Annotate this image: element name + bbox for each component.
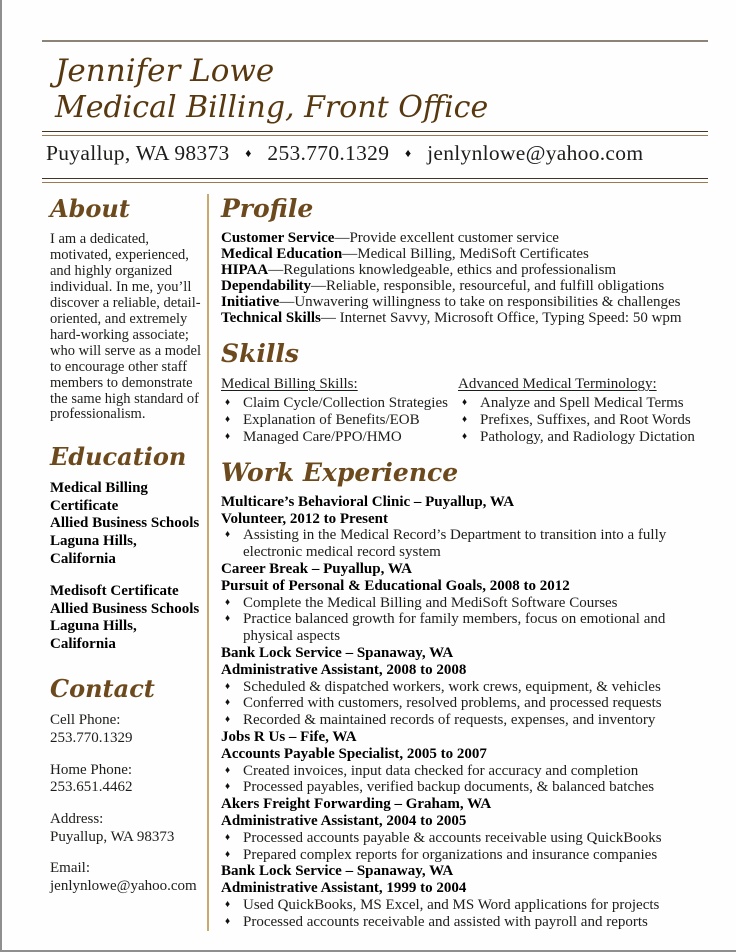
job-bullet-text: Assisting in the Medical Record’s Department to transition into a fully electronic medical record system	[243, 527, 667, 561]
job-company: Jobs R Us – Fife, WA	[221, 728, 357, 745]
contact-location: Puyallup, WA 98373	[46, 141, 230, 166]
diamond-bullet-icon: ♦	[225, 915, 231, 927]
education-school: Allied Business Schools	[50, 600, 200, 617]
job-bullet	[221, 595, 708, 612]
diamond-separator-icon: ♦	[245, 146, 252, 161]
job-bullet-text: Practice balanced growth for family members, focus on emotional and physical aspects	[243, 611, 666, 645]
job-bullet	[221, 611, 708, 645]
person-name: Jennifer Lowe	[55, 53, 275, 89]
sidebar	[42, 194, 207, 930]
job-bullet-text: Prepared complex reports for organizations and insurance companies	[243, 846, 658, 863]
diamond-bullet-icon: ♦	[462, 414, 468, 426]
job-bullet	[221, 712, 708, 729]
job-bullet-text: Processed payables, verified backup documents, & balanced batches	[243, 779, 655, 796]
job-bullet-text: Recorded & maintained records of requests, expenses, and inventory	[243, 712, 656, 729]
skill-item	[458, 412, 708, 429]
contact-item	[50, 811, 201, 846]
job-bullet-text: Complete the Medical Billing and MediSoft Software Courses	[243, 594, 618, 611]
profile-desc: —Regulations knowledgeable, ethics and professionalism	[268, 262, 617, 279]
contact-email: jenlynlowe@yahoo.com	[427, 141, 644, 166]
profile-item	[221, 294, 708, 310]
profile-term: Initiative	[221, 294, 280, 311]
skill-item	[458, 429, 708, 446]
job-bullet-text: Conferred with customers, resolved problems, and processed requests	[243, 695, 662, 712]
skills-group	[458, 375, 708, 445]
skills-group	[221, 375, 458, 445]
experience-heading: Work Experience	[221, 457, 459, 487]
profile-desc: —Medical Billing, MediSoft Certificates	[342, 246, 589, 263]
contact-line	[42, 136, 708, 172]
education-heading: Education	[50, 442, 187, 472]
profile-item	[221, 262, 708, 278]
job-role: Administrative Assistant, 1999 to 2004	[221, 880, 467, 897]
contact-item-value: 253.770.1329	[50, 730, 133, 746]
job-bullets	[221, 527, 708, 561]
job-bullet	[221, 847, 708, 864]
diamond-bullet-icon: ♦	[225, 714, 231, 726]
diamond-bullet-icon: ♦	[225, 848, 231, 860]
education-degree: Medical Billing Certificate	[50, 480, 148, 514]
content-columns	[42, 194, 708, 930]
job-company: Bank Lock Service – Spanaway, WA	[221, 644, 454, 661]
education-section	[50, 442, 201, 653]
contact-item-value: 253.651.4462	[50, 779, 133, 796]
job-bullet	[221, 779, 708, 796]
person-title: Medical Billing, Front Office	[55, 89, 489, 125]
diamond-bullet-icon: ♦	[462, 431, 468, 443]
diamond-bullet-icon: ♦	[225, 781, 231, 793]
profile-heading: Profile	[221, 194, 314, 224]
skills-columns	[221, 375, 708, 445]
about-heading: About	[50, 194, 130, 224]
contact-section	[50, 674, 201, 896]
double-rule-bottom	[42, 178, 708, 183]
job-bullet-text: Used QuickBooks, MS Excel, and MS Word applications for projects	[243, 896, 660, 913]
diamond-bullet-icon: ♦	[225, 613, 231, 625]
skill-text: Explanation of Benefits/EOB	[243, 412, 420, 429]
profile-term: Technical Skills	[221, 310, 321, 327]
job-bullet	[221, 830, 708, 847]
job-bullets	[221, 595, 708, 645]
contact-item	[50, 860, 201, 895]
skills-list	[221, 395, 458, 445]
skill-text: Analyze and Spell Medical Terms	[480, 395, 684, 412]
education-school: Allied Business Schools	[50, 515, 200, 532]
job-entry	[221, 561, 708, 645]
diamond-bullet-icon: ♦	[225, 764, 231, 776]
profile-desc: —Unwavering willingness to take on responsibilities & challenges	[279, 294, 681, 311]
profile-desc: —Reliable, responsible, resourceful, and fulfill obligations	[311, 278, 665, 295]
job-company: Career Break – Puyallup, WA	[221, 561, 412, 577]
contact-heading: Contact	[50, 674, 155, 704]
contact-phone: 253.770.1329	[267, 141, 390, 166]
skill-text: Claim Cycle/Collection Strategies	[243, 395, 448, 412]
job-company: Akers Freight Forwarding – Graham, WA	[221, 796, 492, 813]
job-entry	[221, 645, 708, 729]
skills-group-heading: Advanced Medical Terminology:	[458, 376, 657, 393]
diamond-bullet-icon: ♦	[225, 680, 231, 692]
about-text: I am a dedicated, motivated, experienced, and highly organized individual. In me, you’ll discover a reliable, detail-oriented, and extremely hard-working associate; who will serve as a model to encourage other staff members to demonstrate the same high standard of professionalism.	[50, 231, 202, 423]
profile-term: Customer Service	[221, 230, 335, 247]
profile-term: Medical Education	[221, 246, 343, 263]
skill-text: Pathology, and Radiology Dictation	[480, 429, 695, 446]
diamond-bullet-icon: ♦	[225, 397, 231, 409]
profile-desc: —Provide excellent customer service	[334, 230, 559, 247]
top-rule	[42, 40, 708, 42]
skills-heading: Skills	[221, 339, 299, 369]
contact-item-value: Puyallup, WA 98373	[50, 828, 175, 845]
job-bullet	[221, 679, 708, 696]
education-degree: Medisoft Certificate	[50, 583, 179, 600]
job-bullets	[221, 897, 708, 931]
profile-term: HIPAA	[221, 262, 269, 279]
skill-item	[221, 395, 458, 412]
skill-text: Prefixes, Suffixes, and Root Words	[480, 412, 691, 429]
job-entry	[221, 494, 708, 561]
job-entry	[221, 729, 708, 796]
job-bullets	[221, 830, 708, 864]
skill-item	[221, 429, 458, 446]
contact-item-label: Cell Phone:	[50, 712, 121, 729]
diamond-bullet-icon: ♦	[462, 397, 468, 409]
about-section	[50, 194, 201, 423]
profile-item	[221, 278, 708, 294]
job-role: Volunteer, 2012 to Present	[221, 510, 388, 527]
education-location: Laguna Hills, California	[50, 533, 137, 567]
job-bullet-text: Scheduled & dispatched workers, work crews, equipment, & vehicles	[243, 678, 661, 695]
job-bullets	[221, 679, 708, 729]
job-bullet	[221, 695, 708, 712]
job-role: Administrative Assistant, 2008 to 2008	[221, 661, 467, 678]
header	[42, 54, 708, 125]
experience-section	[221, 458, 708, 931]
diamond-separator-icon: ♦	[404, 146, 412, 161]
skills-group-heading: Medical Billing Skills:	[221, 376, 358, 393]
profile-term: Dependability	[221, 278, 312, 295]
contact-item-label: Home Phone:	[50, 761, 133, 778]
education-location: Laguna Hills, California	[50, 618, 137, 652]
diamond-bullet-icon: ♦	[225, 831, 231, 843]
job-bullet	[221, 897, 708, 914]
profile-item	[221, 310, 708, 326]
job-bullet-text: Created invoices, input data checked for accuracy and completion	[243, 762, 639, 779]
diamond-bullet-icon: ♦	[225, 414, 231, 426]
contact-item	[50, 712, 201, 747]
job-bullet	[221, 914, 708, 931]
job-role: Accounts Payable Specialist, 2005 to 2007	[221, 745, 487, 762]
job-role: Administrative Assistant, 2004 to 2005	[221, 812, 467, 829]
job-bullets	[221, 763, 708, 797]
profile-item	[221, 230, 708, 246]
skill-text: Managed Care/PPO/HMO	[243, 429, 402, 446]
diamond-bullet-icon: ♦	[225, 529, 231, 541]
job-role: Pursuit of Personal & Educational Goals, 2008 to 2012	[221, 577, 570, 594]
job-entry	[221, 796, 708, 863]
skill-item	[458, 395, 708, 412]
job-entry	[221, 863, 708, 930]
profile-desc: — Internet Savvy, Microsoft Office, Typing Speed: 50 wpm	[320, 310, 682, 327]
diamond-bullet-icon: ♦	[225, 898, 231, 910]
job-bullet-text: Processed accounts receivable and assisted with payroll and reports	[243, 913, 648, 930]
diamond-bullet-icon: ♦	[225, 697, 231, 709]
education-entry	[50, 480, 201, 568]
skill-item	[221, 412, 458, 429]
contact-item-value: jenlynlowe@yahoo.com	[50, 878, 197, 895]
job-company: Multicare’s Behavioral Clinic – Puyallup, WA	[221, 493, 515, 510]
profile-item	[221, 246, 708, 262]
job-bullet-text: Processed accounts payable & accounts receivable using QuickBooks	[243, 829, 662, 846]
main-column	[207, 194, 708, 930]
resume-page	[2, 0, 736, 931]
job-bullet	[221, 527, 708, 561]
skills-list	[458, 395, 708, 445]
contact-item	[50, 762, 201, 797]
job-bullet	[221, 763, 708, 780]
profile-section	[221, 194, 708, 326]
skills-section	[221, 339, 708, 445]
contact-item-label: Address:	[50, 811, 104, 828]
diamond-bullet-icon: ♦	[225, 431, 231, 443]
contact-item-label: Email:	[50, 860, 90, 877]
education-entry	[50, 583, 201, 653]
job-company: Bank Lock Service – Spanaway, WA	[221, 863, 454, 880]
diamond-bullet-icon: ♦	[225, 596, 231, 608]
